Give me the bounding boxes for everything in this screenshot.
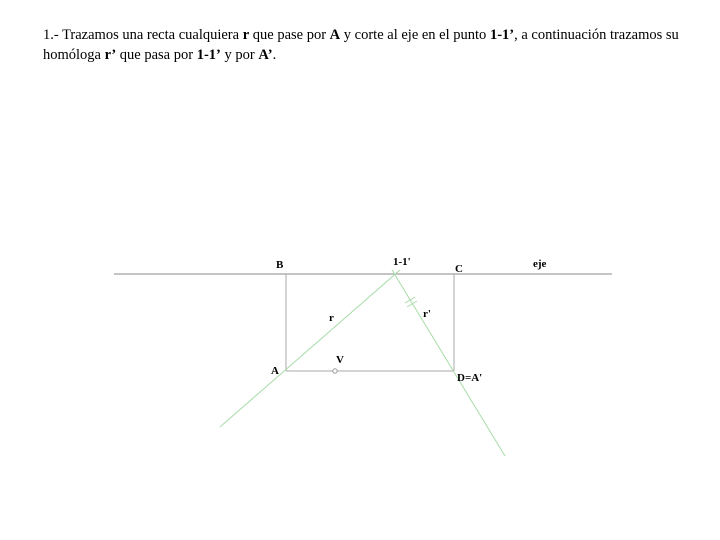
label-r-prime: r' xyxy=(423,308,431,320)
label-c: C xyxy=(455,263,463,275)
instruction-text: 1.- Trazamos una recta cualquiera r que pase por A y corte al eje en el punto 1-1’, a continuación trazamos su homóloga r’ que pasa por 1-1’ y por A’. xyxy=(43,27,679,63)
label-d-a-prime: D=A' xyxy=(457,372,483,384)
label-a: A xyxy=(271,365,279,377)
label-1-1-prime: 1-1' xyxy=(393,256,411,268)
line-r-prime xyxy=(392,270,505,456)
line-r xyxy=(220,270,400,427)
tick-mark xyxy=(405,297,415,303)
label-eje: eje xyxy=(533,258,547,270)
label-v: V xyxy=(336,354,344,366)
point-v-marker xyxy=(333,369,337,373)
label-r: r xyxy=(329,312,334,324)
tick-mark xyxy=(407,301,417,307)
label-b: B xyxy=(276,259,284,271)
